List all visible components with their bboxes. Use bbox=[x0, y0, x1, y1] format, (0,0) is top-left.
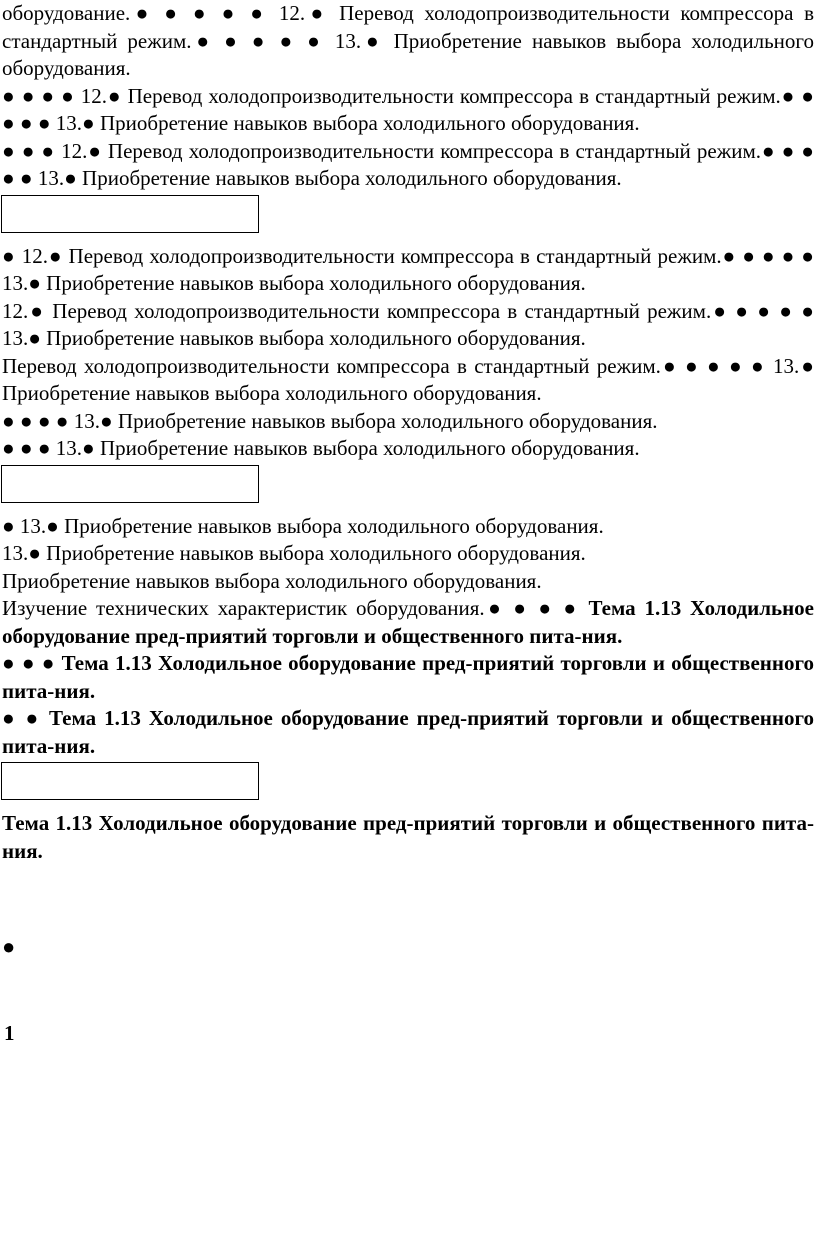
paragraph-12 bbox=[2, 595, 814, 650]
empty-frame bbox=[1, 465, 259, 503]
paragraph-1: оборудование.● ● ● ● ● 12.● Перевод холодопроизводительности компрессора в стандартный режим.● ● ● ● ● 13.● Приобретение навыков выбора холодильного оборудования. bbox=[2, 1, 814, 80]
paragraph-5: 12.● Перевод холодопроизводительности компрессора в стандартный режим.● ● ● ● ● 13.● Приобретение навыков выбора холодильного оборудования. bbox=[2, 298, 814, 350]
empty-frame bbox=[1, 762, 259, 800]
paragraph-9: ● 13.● Приобретение навыков выбора холодильного оборудования. bbox=[2, 513, 604, 538]
paragraph-14: ● ● Тема 1.13 Холодильное оборудование пред-приятий торговли и общественного пита-ния. bbox=[2, 706, 814, 758]
paragraph-3: ● ● ● 12.● Перевод холодопроизводительности компрессора в стандартный режим.● ● ● ● ● 13.● Приобретение навыков выбора холодильного оборудования. bbox=[2, 138, 814, 190]
paragraph-7: ● ● ● ● 13.● Приобретение навыков выбора холодильного оборудования. bbox=[2, 408, 658, 433]
paragraph-4: ● 12.● Перевод холодопроизводительности компрессора в стандартный режим.● ● ● ● ● 13.● Приобретение навыков выбора холодильного оборудования. bbox=[2, 243, 814, 295]
paragraph-12-normal: Изучение технических характеристик оборудования.● ● ● ● bbox=[2, 596, 589, 620]
page-number: 1 bbox=[4, 1021, 15, 1045]
empty-frame bbox=[1, 195, 259, 233]
paragraph-13: ● ● ● Тема 1.13 Холодильное оборудование пред-приятий торговли и общественного пита-ния. bbox=[2, 651, 814, 703]
paragraph-12-bold: Тема 1.13 Холодильное оборудование пред-приятий торговли и общественного пита-ния. bbox=[2, 596, 814, 648]
paragraph-10: 13.● Приобретение навыков выбора холодильного оборудования. bbox=[2, 541, 586, 565]
paragraph-8: ● ● ● 13.● Приобретение навыков выбора холодильного оборудования. bbox=[2, 436, 640, 460]
paragraph-11: Приобретение навыков выбора холодильного оборудования. bbox=[2, 568, 542, 593]
paragraph-15: Тема 1.13 Холодильное оборудование пред-приятий торговли и общественного пита-ния. bbox=[2, 811, 814, 863]
paragraph-2: ● ● ● ● 12.● Перевод холодопроизводительности компрессора в стандартный режим.● ● ● ● ● 13.● Приобретение навыков выбора холодильного оборудования. bbox=[2, 83, 814, 135]
paragraph-6: Перевод холодопроизводительности компрессора в стандартный режим.● ● ● ● ● 13.● Приобретение навыков выбора холодильного оборудования. bbox=[2, 353, 814, 405]
bullet-marker: ● bbox=[2, 934, 16, 959]
